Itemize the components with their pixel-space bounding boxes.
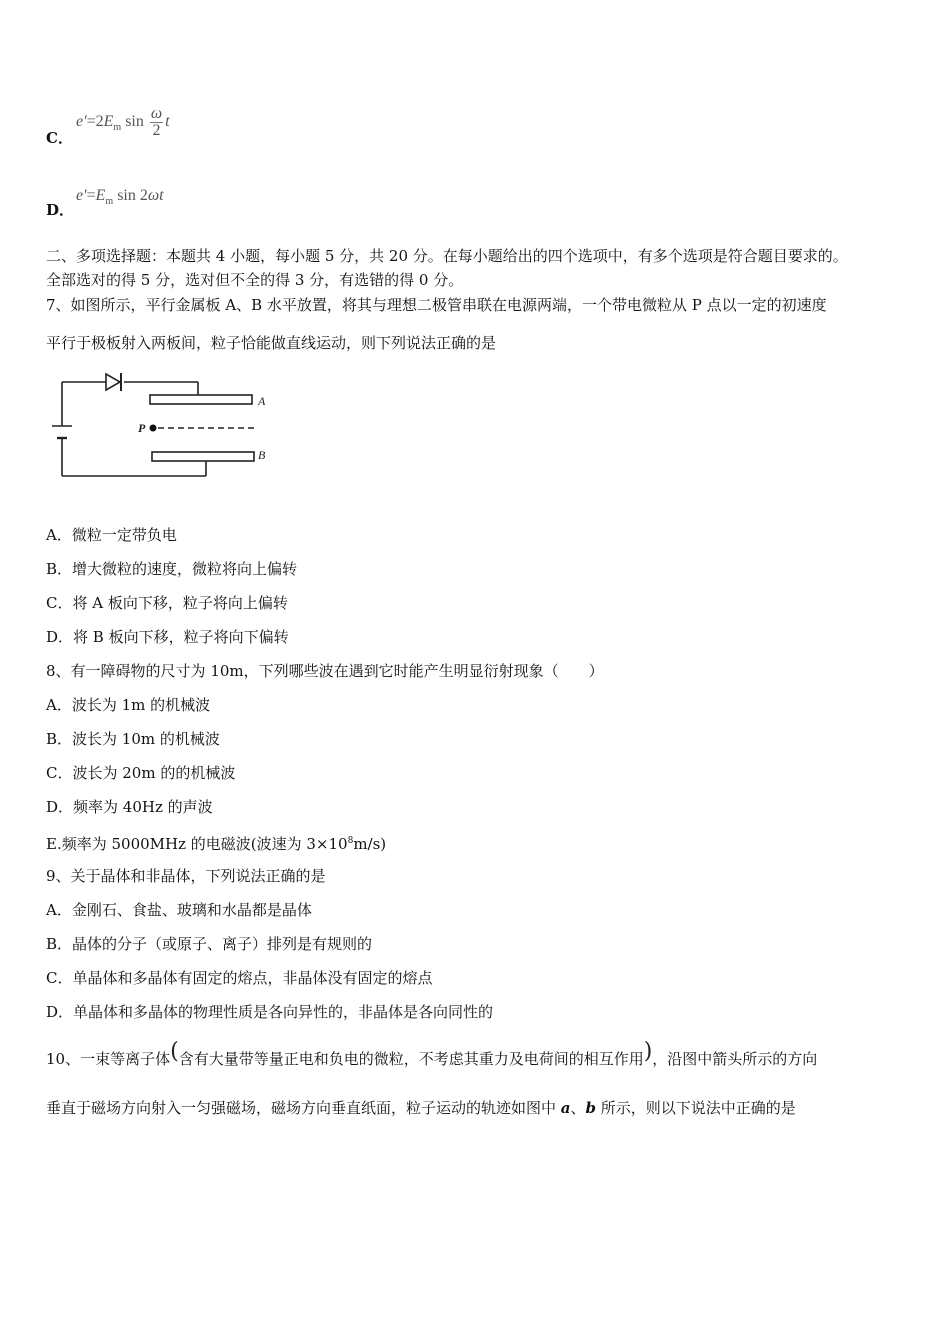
q6-option-c-formula: $e'=2E_m$ sin $\frac{\omega}{2}$ t (76, 105, 170, 139)
q9-option-a: A．金刚石、食盐、玻璃和水晶都是晶体 (46, 901, 312, 919)
q6-option-c-label: C． (46, 129, 73, 147)
q6-option-d-label: D． (46, 201, 75, 219)
q7-option-b: B．增大微粒的速度，微粒将向上偏转 (46, 560, 298, 578)
q7-circuit-figure (46, 368, 276, 483)
q9-option-d: D．单晶体和多晶体的物理性质是各向异性的，非晶体是各向同性的 (46, 1003, 494, 1021)
q8-option-e: E.频率为 5000MHz 的电磁波(波速为 $3\times 10^8m/s$) (46, 835, 387, 853)
plate-b-label: B (258, 448, 266, 462)
point-p-label: P (138, 421, 146, 435)
particle-p-icon (150, 425, 157, 432)
q8-option-b: B．波长为 10m 的机械波 (46, 730, 220, 748)
q8-option-c: C．波长为 20m 的的机械波 (46, 764, 236, 782)
q10-stem-line1: 10、一束等离子体(含有大量带等量正电和负电的微粒，不考虑其重力及电荷间的相互作用)，沿图中箭头所示的方向 (46, 1039, 818, 1068)
q7-option-d: D．将 B 板向下移，粒子将向下偏转 (46, 628, 289, 646)
diode-icon (106, 373, 121, 391)
section2-line1: 二、多项选择题：本题共 4 小题，每小题 5 分，共 20 分。在每小题给出的四个选项中，有多个选项是符合题目要求的。 (46, 247, 848, 265)
q8-option-a: A．波长为 1m 的机械波 (46, 696, 211, 714)
section2-line2: 全部选对的得 5 分，选对但不全的得 3 分，有选错的得 0 分。 (46, 271, 464, 289)
q6-option-d-formula: $e'=E_m$ sin 2ωt (76, 187, 164, 207)
q9-option-b: B．晶体的分子（或原子、离子）排列是有规则的 (46, 935, 373, 953)
q9-stem: 9、关于晶体和非晶体，下列说法正确的是 (46, 867, 326, 885)
q8-stem: 8、有一障碍物的尺寸为 10m，下列哪些波在遇到它时能产生明显衍射现象（ ） (46, 662, 604, 680)
q9-option-c: C．单晶体和多晶体有固定的熔点，非晶体没有固定的熔点 (46, 969, 433, 987)
q8-option-d: D．频率为 40Hz 的声波 (46, 798, 213, 816)
q7-stem-line2: 平行于极板射入两板间，粒子恰能做直线运动，则下列说法正确的是 (46, 334, 497, 352)
q7-option-a: A．微粒一定带负电 (46, 526, 177, 544)
q7-stem-line1: 7、如图所示，平行金属板 A、B 水平放置，将其与理想二极管串联在电源两端，一个带电微粒从 P 点以一定的初速度 (46, 296, 827, 314)
q10-stem-line2: 垂直于磁场方向射入一匀强磁场，磁场方向垂直纸面，粒子运动的轨迹如图中 a、b 所示，则以下说法中正确的是 (46, 1099, 796, 1117)
q7-option-c: C．将 A 板向下移，粒子将向上偏转 (46, 594, 288, 612)
plate-a-label: A (258, 394, 266, 408)
